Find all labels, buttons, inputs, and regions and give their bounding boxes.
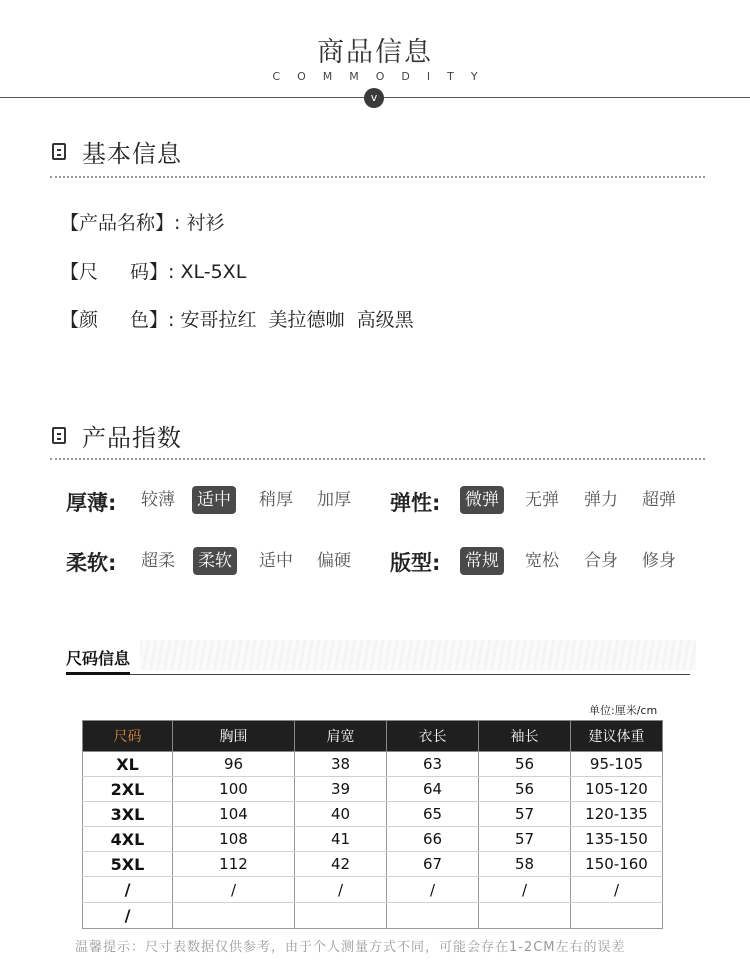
table-cell: 56	[479, 752, 571, 777]
table-cell: 57	[479, 827, 571, 852]
size-heading-band	[140, 640, 696, 670]
table-cell: 100	[173, 777, 295, 802]
size-heading-underline-accent	[66, 672, 130, 675]
table-header-cell: 胸围	[173, 721, 295, 752]
index-heading: 产品指数	[82, 424, 182, 452]
info-label-b: 色	[130, 309, 150, 331]
info-row-color: 【 颜 色 】: 安哥拉红 美拉德咖 高级黑	[60, 305, 414, 332]
index-label-thickness: 厚薄:	[66, 491, 117, 515]
table-header-cell: 肩宽	[295, 721, 387, 752]
table-cell: 42	[295, 852, 387, 877]
table-cell: /	[571, 877, 663, 903]
index-option: 弹力	[584, 490, 618, 510]
table-cell: 63	[387, 752, 479, 777]
index-option-selected: 柔软	[193, 547, 237, 575]
unit-label: 单位:厘米/cm	[589, 704, 658, 717]
table-cell	[479, 903, 571, 929]
table-cell: 66	[387, 827, 479, 852]
index-label-elasticity: 弹性:	[390, 491, 441, 515]
table-cell: 58	[479, 852, 571, 877]
table-cell	[295, 903, 387, 929]
table-cell: 95-105	[571, 752, 663, 777]
index-option: 宽松	[525, 551, 559, 571]
table-cell	[173, 903, 295, 929]
info-value: 安哥拉红 美拉德咖 高级黑	[180, 309, 414, 331]
document-icon	[52, 427, 66, 444]
table-cell: 2XL	[83, 777, 173, 802]
table-row	[83, 777, 663, 802]
index-option: 适中	[259, 551, 293, 571]
dotted-divider	[50, 458, 705, 460]
index-label-fit: 版型:	[390, 551, 441, 575]
index-option: 合身	[584, 551, 618, 571]
table-row	[83, 827, 663, 852]
index-option: 较薄	[141, 490, 175, 510]
table-cell: 41	[295, 827, 387, 852]
table-cell: 56	[479, 777, 571, 802]
info-label: 产品名称	[79, 212, 156, 234]
info-label-b: 码	[130, 261, 150, 283]
table-cell: 104	[173, 802, 295, 827]
index-option: 超柔	[141, 551, 175, 571]
info-row-name: 【产品名称】: 衬衫	[60, 212, 225, 234]
info-row-size: 【 尺 码 】: XL-5XL	[60, 257, 246, 284]
table-cell: 40	[295, 802, 387, 827]
table-cell: 112	[173, 852, 295, 877]
table-cell: 38	[295, 752, 387, 777]
index-option-selected: 常规	[460, 547, 504, 575]
table-row	[83, 802, 663, 827]
table-header-cell: 衣长	[387, 721, 479, 752]
table-cell: /	[479, 877, 571, 903]
table-row	[83, 752, 663, 777]
page-title: 商品信息	[317, 37, 433, 68]
index-option: 修身	[642, 551, 676, 571]
index-label-softness: 柔软:	[66, 551, 117, 575]
table-row	[83, 903, 663, 929]
table-cell: 39	[295, 777, 387, 802]
footnote: 温馨提示：尺寸表数据仅供参考，由于个人测量方式不同，可能会存在1-2CM左右的误差	[75, 940, 626, 955]
index-option: 超弹	[642, 490, 676, 510]
chevron-down-icon: v	[364, 88, 384, 108]
table-cell: 3XL	[83, 802, 173, 827]
table-cell: 64	[387, 777, 479, 802]
table-cell: /	[295, 877, 387, 903]
basic-info-heading: 基本信息	[82, 140, 182, 168]
table-cell: /	[387, 877, 479, 903]
table-cell: 5XL	[83, 852, 173, 877]
table-cell	[571, 903, 663, 929]
size-info-heading: 尺码信息	[66, 649, 131, 668]
table-cell: 96	[173, 752, 295, 777]
table-row	[83, 877, 663, 903]
index-option-selected: 微弹	[460, 486, 504, 514]
table-header-row	[83, 721, 663, 752]
table-row	[83, 852, 663, 877]
index-option: 偏硬	[317, 551, 351, 571]
table-header-cell: 袖长	[479, 721, 571, 752]
table-cell: 135-150	[571, 827, 663, 852]
index-option-selected: 适中	[192, 486, 236, 514]
document-icon	[52, 143, 66, 160]
table-cell: 108	[173, 827, 295, 852]
table-cell: /	[83, 877, 173, 903]
size-table	[82, 720, 663, 929]
table-header-cell: 尺码	[83, 721, 173, 752]
info-label-a: 颜	[79, 309, 99, 331]
info-label-a: 尺	[79, 261, 99, 283]
table-cell: XL	[83, 752, 173, 777]
table-cell: 150-160	[571, 852, 663, 877]
index-option: 加厚	[317, 490, 351, 510]
table-cell: /	[173, 877, 295, 903]
table-cell	[387, 903, 479, 929]
table-cell: 57	[479, 802, 571, 827]
size-heading-underline	[66, 674, 690, 675]
table-cell: 120-135	[571, 802, 663, 827]
info-value: 衬衫	[186, 212, 225, 234]
index-option: 无弹	[525, 490, 559, 510]
table-cell: 65	[387, 802, 479, 827]
table-cell: 67	[387, 852, 479, 877]
table-header-cell: 建议体重	[571, 721, 663, 752]
info-value: XL-5XL	[180, 261, 247, 283]
index-option: 稍厚	[259, 490, 293, 510]
table-cell: 4XL	[83, 827, 173, 852]
table-cell: 105-120	[571, 777, 663, 802]
page-subtitle: COMMODITY	[272, 70, 495, 83]
dotted-divider	[50, 176, 705, 178]
table-cell: /	[83, 903, 173, 929]
